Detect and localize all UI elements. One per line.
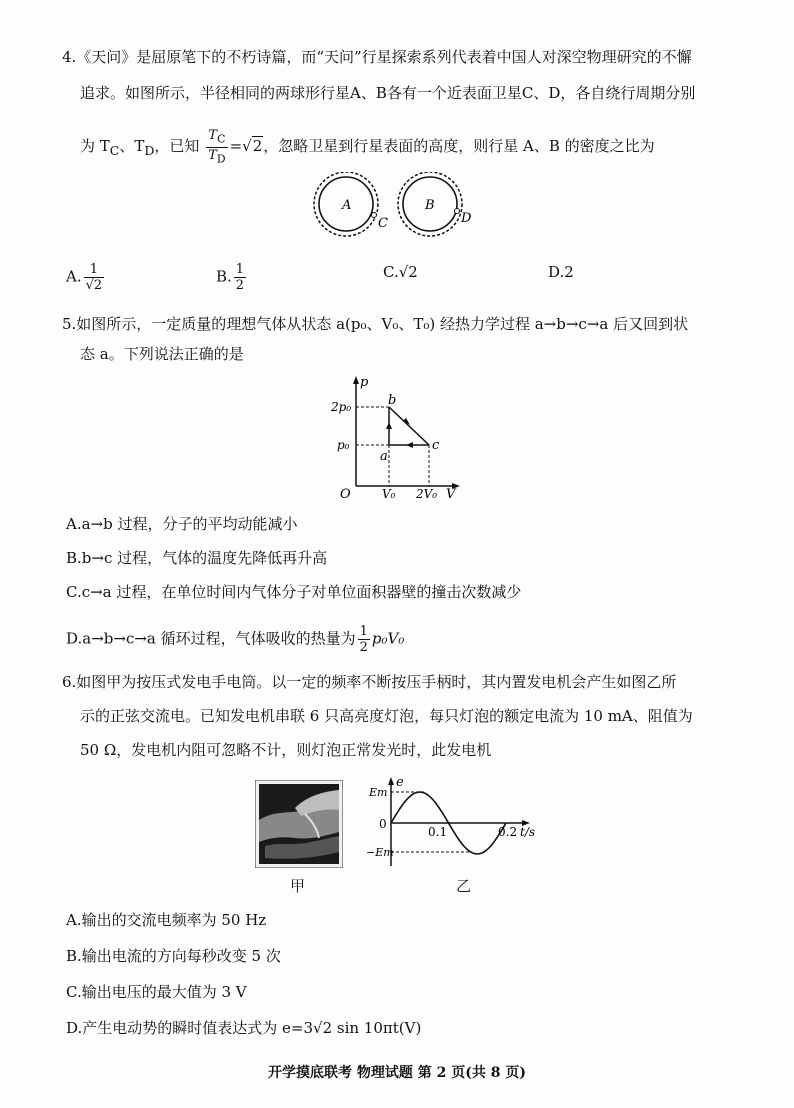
label-d: D [461,211,472,226]
q4-line3: 为 $T_C$、$T_D$，已知 $\frac{T_C}{T_D}$ =√2，忽略卫星到行星表面的高度，则行星 A、B 的密度之比为 [80,128,655,166]
label-c: C [378,216,388,231]
q4-line2: 追求。如图所示，半径相同的两球形行星A、B各有一个近表面卫星C、D，各自绕行周期分别 [80,84,696,102]
q5-line1: 5.如图所示，一定质量的理想气体从状态 a(p₀、V₀、T₀) 经热力学过程 a→b→c→a 后又回到状 [62,315,689,333]
process-b-c [389,407,429,445]
q5-option-c[interactable]: C.c→a 过程，在单位时间内气体分子对单位面积器壁的撞击次数减少 [66,583,522,601]
caption-yi: 乙 [456,877,472,895]
flashlight-photo [255,780,343,868]
q6-line3: 50 Ω，发电机内阻可忽略不计，则灯泡正常发光时，此发电机 [80,741,492,759]
svg-text:p: p [360,375,369,390]
q5-pv-diagram [330,374,470,502]
svg-text:t/s: t/s [520,825,536,839]
q6-line2: 示的正弦交流电。已知发电机串联 6 只高亮度灯泡，每只灯泡的额定电流为 10 mA、阻值为 [80,707,693,725]
q4-option-b[interactable]: B. $\frac{1}{2}$ [216,262,245,293]
svg-text:2V₀: 2V₀ [416,487,438,501]
svg-text:V: V [446,487,456,502]
q4-line1: 4.《天问》是屈原笔下的不朽诗篇，而“天问”行星探索系列代表着中国人对深空物理研究的不懈 [62,48,692,66]
svg-text:0.1: 0.1 [428,825,448,839]
q4-option-a[interactable]: A. $\frac{1}{√2}$ [66,262,103,293]
q5-option-b[interactable]: B.b→c 过程，气体的温度先降低再升高 [66,549,328,567]
svg-text:a: a [380,449,388,464]
satellite-d [455,209,460,214]
label-a: A [342,198,352,213]
q6-option-c[interactable]: C.输出电压的最大值为 3 V [66,983,247,1001]
q5-line2: 态 a。下列说法正确的是 [80,345,244,363]
q5-option-d[interactable]: D.a→b→c→a 循环过程，气体吸收的热量为 $\frac{1}{2}$ p₀V₀ [66,624,405,655]
q6-option-a[interactable]: A.输出的交流电频率为 50 Hz [66,911,267,929]
svg-text:c: c [432,438,440,453]
label-b: B [425,198,435,213]
q6-option-b[interactable]: B.输出电流的方向每秒改变 5 次 [66,947,281,965]
page-footer: 开学摸底联考 物理试题 第 2 页(共 8 页) [268,1065,526,1081]
q4-period-fraction: $\frac{T_C}{T_D}$ [208,128,226,166]
svg-text:V₀: V₀ [382,487,396,501]
q4-option-c[interactable]: C.√2 [383,263,418,281]
svg-text:p₀: p₀ [337,438,350,452]
svg-text:e: e [396,775,404,790]
q4-planet-figure [310,172,480,242]
satellite-c [372,213,377,218]
svg-text:O: O [340,487,351,502]
q6-line1: 6.如图甲为按压式发电手电筒。以一定的频率不断按压手柄时，其内置发电机会产生如图乙所 [62,673,677,691]
svg-text:0: 0 [379,817,387,831]
svg-text:Em: Em [369,786,388,799]
svg-text:0.2: 0.2 [498,825,518,839]
svg-text:b: b [388,393,397,408]
q6-option-d[interactable]: D.产生电动势的瞬时值表达式为 e=3√2 sin 10πt(V) [66,1019,422,1037]
svg-text:−Em: −Em [366,846,394,859]
q5-option-a[interactable]: A.a→b 过程，分子的平均动能减小 [66,515,298,533]
ac-waveform-chart [366,774,546,870]
q4-option-d[interactable]: D.2 [548,263,574,281]
caption-jia: 甲 [290,877,306,895]
svg-text:2p₀: 2p₀ [331,400,352,414]
